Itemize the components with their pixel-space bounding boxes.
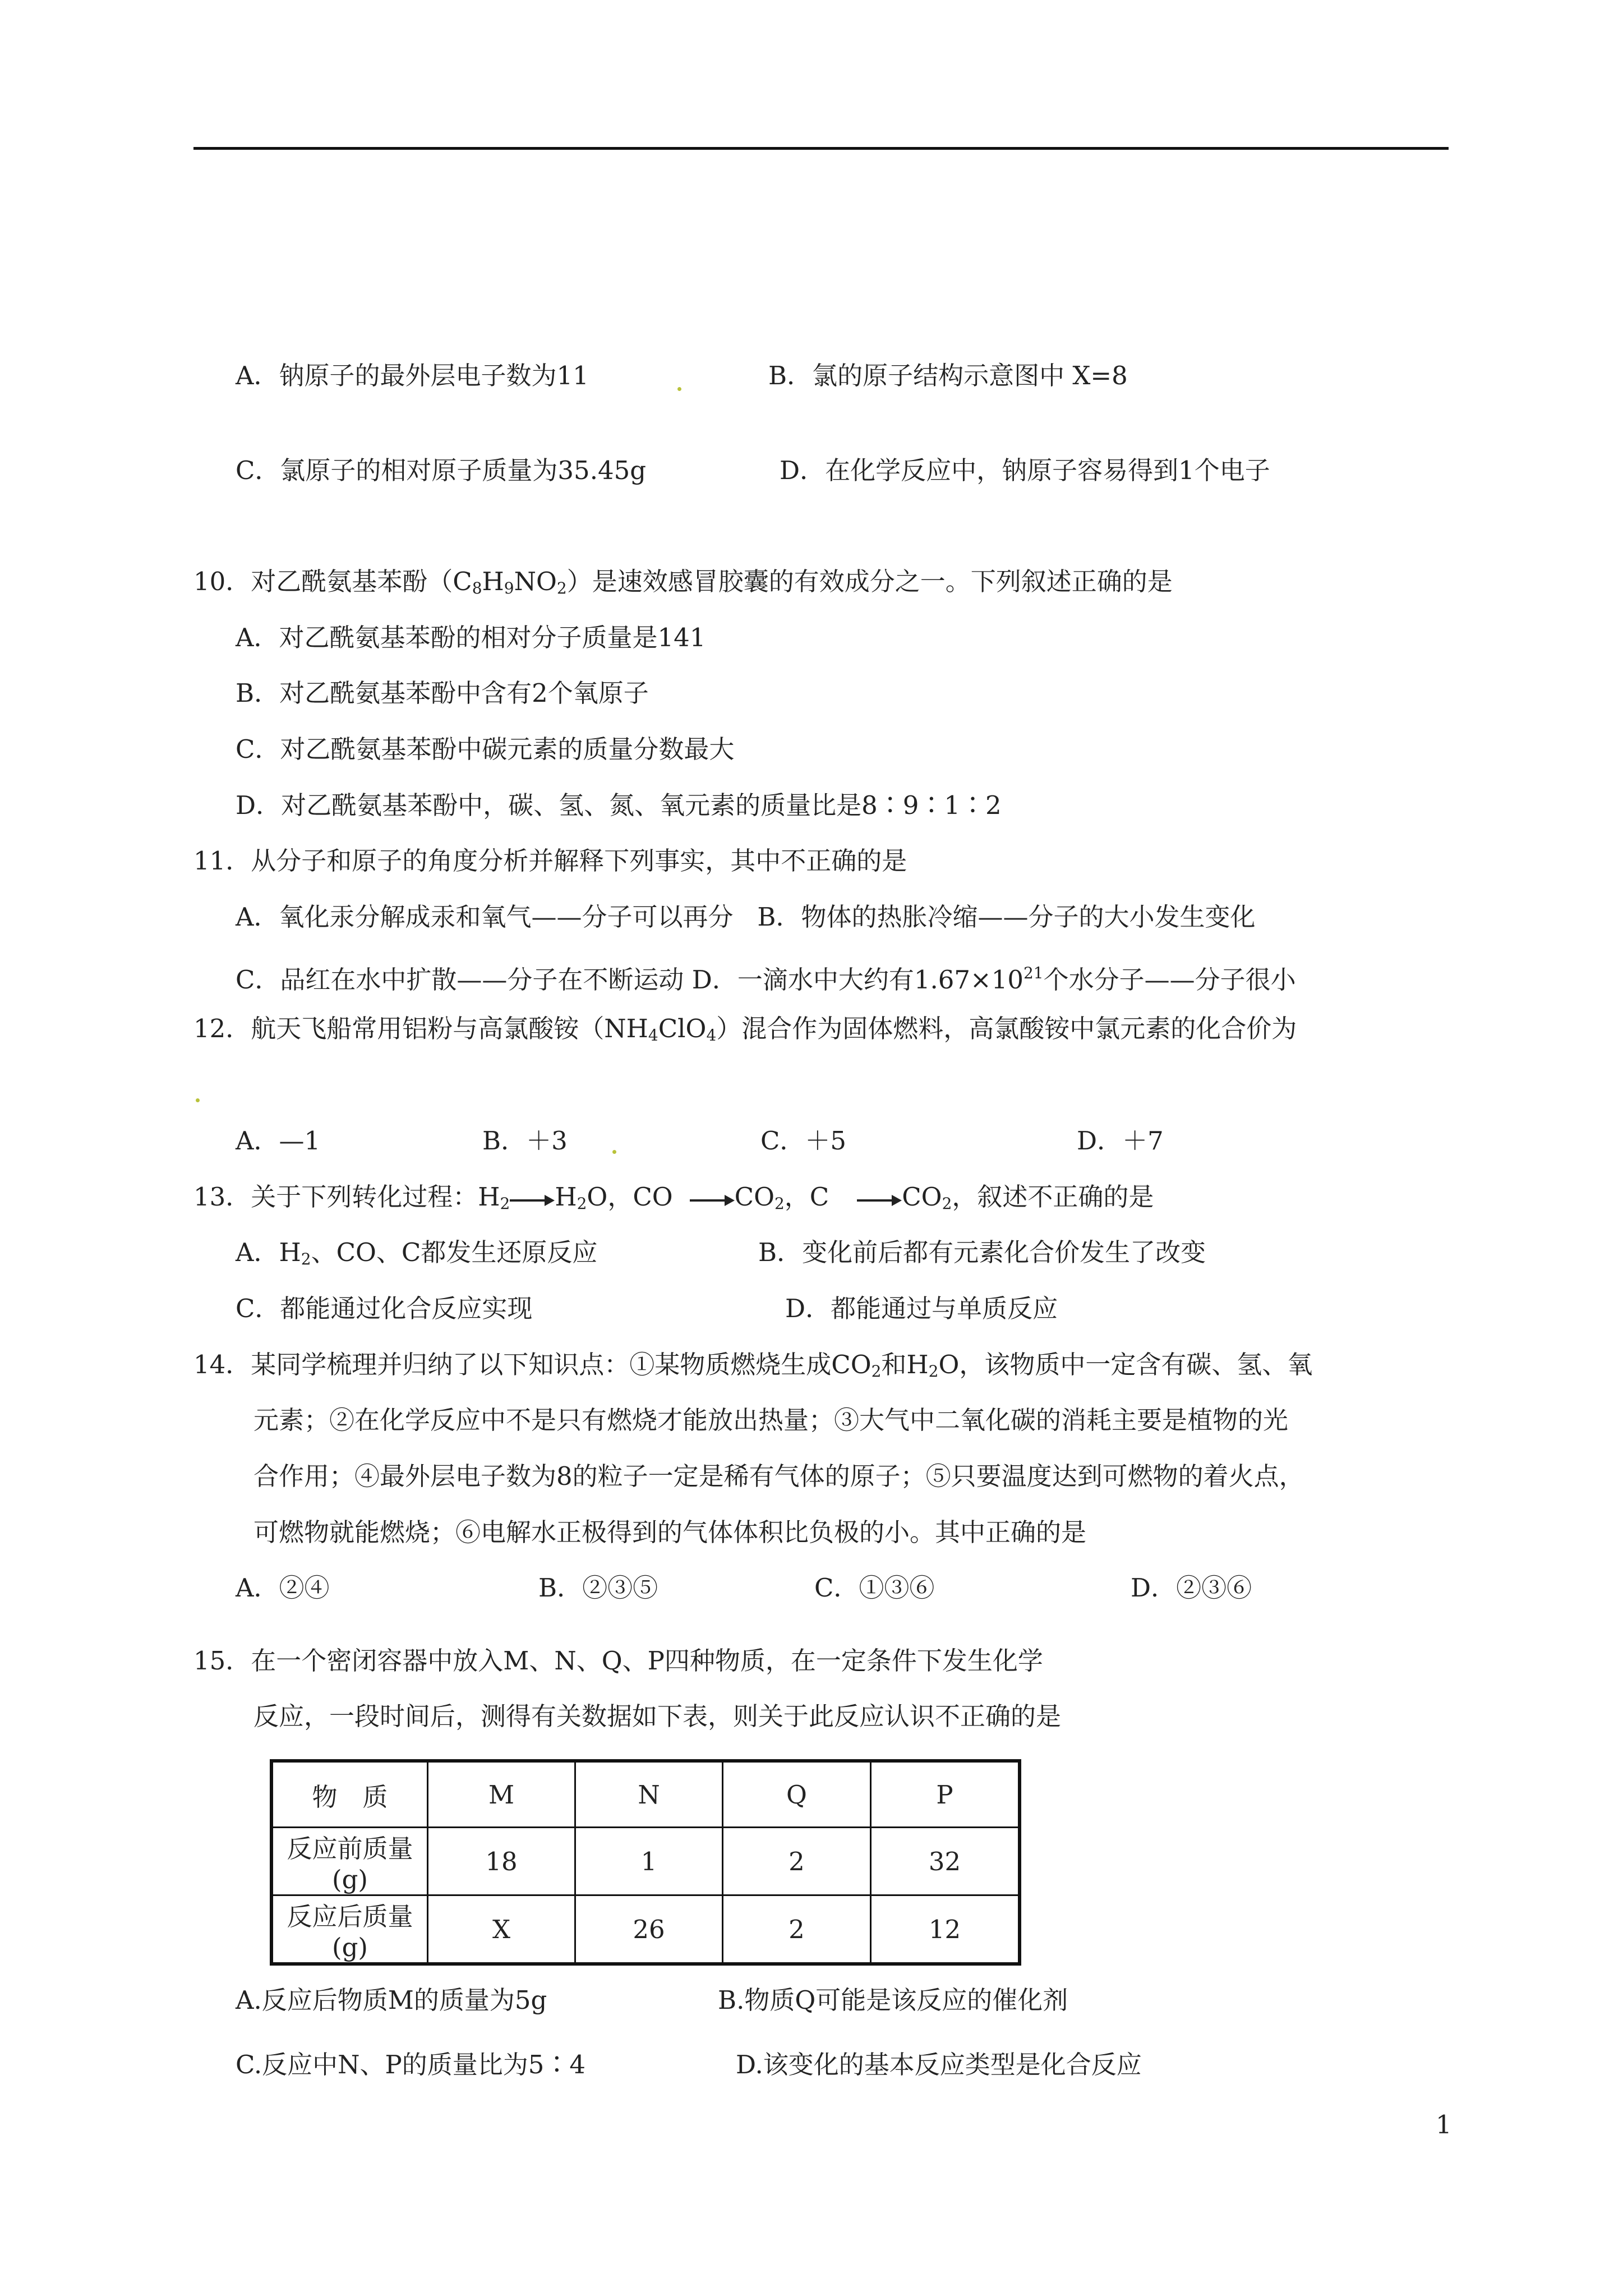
q14-stem-line1: 14．某同学梳理并归纳了以下知识点：①某物质燃烧生成$CO_2$和$H_2O$，该物质中一定含有碳、氢、氧 [193,1350,1313,1381]
table-cell: 反应后质量(g) [271,1895,428,1964]
q9-option-d: D．在化学反应中，钠原子容易得到1个电子 [780,455,1270,485]
q10-option-b: B．对乙酰氨基苯酚中含有2个氧原子 [236,678,649,708]
q9-option-c: C．氯原子的相对原子质量为35.45g [236,455,647,485]
q12-stem: 12．航天飞船常用铝粉与高氯酸铵$(NH_4ClO_4)$混合作为固体燃料，高氯酸铵中氯元素的化合价为 [193,1014,1297,1045]
stray-dot [677,387,681,391]
q9-option-a: A．钠原子的最外层电子数为11 [236,361,589,390]
q12-option-a: A．—1 [236,1126,321,1156]
q12-option-c: C．＋5 [760,1126,847,1156]
reaction-arrow-icon [510,1180,555,1214]
q11-options-ab: A．氧化汞分解成汞和氧气——分子可以再分 B．物体的热胀冷缩——分子的大小发生变化 [236,902,1256,932]
table-cell: 32 [871,1828,1020,1895]
q11-stem: 11．从分子和原子的角度分析并解释下列事实，其中不正确的是 [193,846,907,876]
q13-option-c: C．都能通过化合反应实现 [236,1294,533,1323]
table-header-cell: M [428,1761,575,1828]
table-cell: 1 [575,1828,723,1895]
q14-option-d: D．②③⑥ [1131,1573,1252,1603]
q15-option-c: C.反应中N、P的质量比为5∶4 [236,2050,586,2079]
stray-dot [612,1150,616,1154]
table-header-cell: Q [723,1761,871,1828]
q10-option-c: C．对乙酰氨基苯酚中碳元素的质量分数最大 [236,734,735,764]
q10-stem: 10．对乙酰氨基苯酚$(C_8H_9NO_2)$是速效感冒胶囊的有效成分之一。下列叙述正确的是 [193,567,1173,597]
q14-option-a: A．②④ [236,1573,330,1603]
stray-dot [196,1098,200,1102]
q14-option-b: B．②③⑤ [538,1573,658,1603]
table-cell: 2 [723,1828,871,1895]
q15-option-d: D.该变化的基本反应类型是化合反应 [736,2050,1142,2079]
q10-option-d: D．对乙酰氨基苯酚中，碳、氢、氮、氧元素的质量比是8∶9∶1∶2 [236,790,1002,820]
q15-option-a: A.反应后物质M的质量为5g [236,1985,547,2015]
reaction-arrow-icon [857,1180,902,1214]
q15-stem-line2: 反应，一段时间后，测得有关数据如下表，则关于此反应认识不正确的是 [253,1701,1062,1731]
q9-option-b: B．氯的原子结构示意图中 X=8 [768,361,1128,390]
q14-stem-line4: 可燃物就能燃烧；⑥电解水正极得到的气体体积比负极的小。其中正确的是 [253,1517,1087,1547]
table-cell: 2 [723,1895,871,1964]
header-rule [193,147,1449,150]
table-cell: 反应前质量(g) [271,1828,428,1895]
q13-option-b: B．变化前后都有元素化合价发生了改变 [758,1237,1206,1267]
table-row [271,1828,1020,1895]
q12-option-d: D．＋7 [1077,1126,1164,1156]
table-cell: 12 [871,1895,1020,1964]
mass-data-table [270,1759,1021,1966]
q11-options-cd: C．品红在水中扩散——分子在不断运动 D．一滴水中大约有$1.67\times 10^{21}$个水分子——分子很小 [236,964,1296,995]
table-header-cell: 物 质 [271,1761,428,1828]
q13-stem: 13．关于下列转化过程：$H_2$ $H_2O$，CO $CO_2$，C $CO_2$，叙述不正确的是 [193,1180,1154,1221]
table-cell: X [428,1895,575,1964]
table-header-row [271,1761,1020,1828]
q14-stem-line2: 元素；②在化学反应中不是只有燃烧才能放出热量；③大气中二氧化碳的消耗主要是植物的光 [253,1405,1289,1435]
q12-option-b: B．＋3 [482,1126,568,1156]
table-header-cell: P [871,1761,1020,1828]
table-cell: 18 [428,1828,575,1895]
q13-option-d: D．都能通过与单质反应 [785,1294,1058,1323]
table-header-cell: N [575,1761,723,1828]
table-row [271,1895,1020,1964]
q13-option-a: A．$H_2$、CO、C都发生还原反应 [236,1237,598,1268]
page-number: 1 [1436,2110,1452,2139]
q10-option-a: A．对乙酰氨基苯酚的相对分子质量是141 [236,623,706,652]
reaction-arrow-icon [690,1180,735,1214]
q15-option-b: B.物质Q可能是该反应的催化剂 [718,1985,1068,2015]
q14-stem-line3: 合作用；④最外层电子数为8的粒子一定是稀有气体的原子；⑤只要温度达到可燃物的着火点， [253,1461,1304,1491]
table-cell: 26 [575,1895,723,1964]
q14-option-c: C．①③⑥ [814,1573,935,1603]
q15-stem-line1: 15．在一个密闭容器中放入M、N、Q、P四种物质，在一定条件下发生化学 [193,1646,1043,1676]
